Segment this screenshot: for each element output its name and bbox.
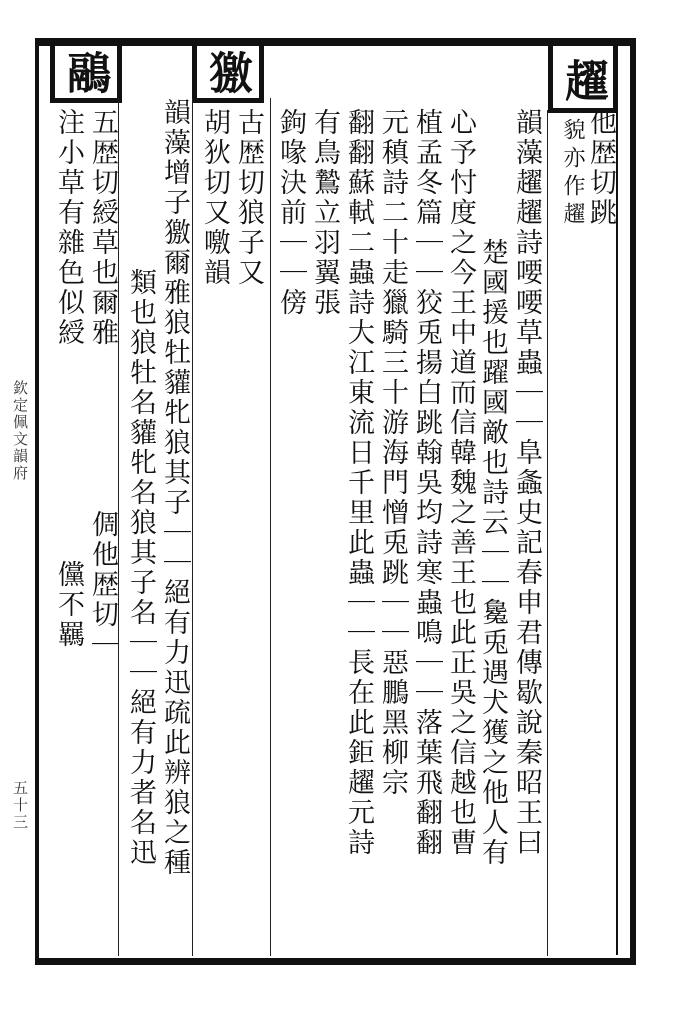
text-column: 心予忖度之今王中道而信韓魏之善王也此正吳之信越也曹: [445, 108, 476, 858]
text-column: 類也狼牡名貛牝名狼其子名｜｜絕有力者名迅: [125, 268, 156, 868]
frame-top-border: [35, 38, 635, 46]
text-column: 韻藻趯趯詩喓喓草蟲｜｜阜螽史記春申君傳歇說秦昭王曰: [511, 108, 542, 858]
column-rule: [118, 98, 119, 956]
column-rule: [192, 98, 193, 956]
column-rule: [270, 98, 271, 956]
column-rule: [547, 110, 548, 956]
headword-right: 趯: [557, 58, 608, 102]
headword-middle: 獥: [201, 50, 252, 94]
text-column: 他歴切跳: [585, 108, 616, 228]
frame-right-inner-border: [616, 50, 618, 955]
text-column: 儻不羈: [53, 560, 84, 650]
text-column: 鉤喙決前｜｜傍: [275, 108, 306, 318]
text-column: 注小草有雜色似綬: [53, 108, 84, 348]
text-column: 倜他歴切｜: [87, 510, 118, 660]
frame-bottom-border: [35, 958, 635, 965]
text-column: 植孟冬篇｜｜狡兎揚白跳翰吳均詩寒蟲鳴｜｜落葉飛翻翻: [411, 108, 442, 858]
text-column: 翻翻蘇軾二蟲詩大江東流日千里此蟲｜｜長在此鉅趯元詩: [343, 108, 374, 858]
headword-left: 鷊: [59, 50, 110, 94]
text-column: 胡狄切又噭韻: [199, 108, 230, 288]
text-column: 有鳥鷙立羽翼張: [309, 108, 340, 318]
text-column: 五歴切綬草也爾雅: [87, 108, 118, 348]
margin-page-number: 五十三: [11, 780, 29, 831]
frame-left-border: [35, 38, 39, 965]
margin-title: 欽定佩文韻府: [11, 380, 29, 482]
text-column: 韻藻增子獥爾雅狼牡貛牝狼其子｜｜絕有力迅疏此辨狼之種: [159, 98, 190, 878]
text-column: 楚國援也躍國敵也詩云｜｜毚兎遇犬獲之他人有: [477, 238, 508, 868]
text-column: 貌亦作趯: [560, 118, 585, 230]
text-column: 元稹詩二十走獵騎三十游海門憎兎跳｜｜惡鵬黑柳宗: [377, 108, 408, 798]
text-column: 古歴切狼子又: [233, 108, 264, 288]
frame-right-border: [630, 38, 636, 965]
